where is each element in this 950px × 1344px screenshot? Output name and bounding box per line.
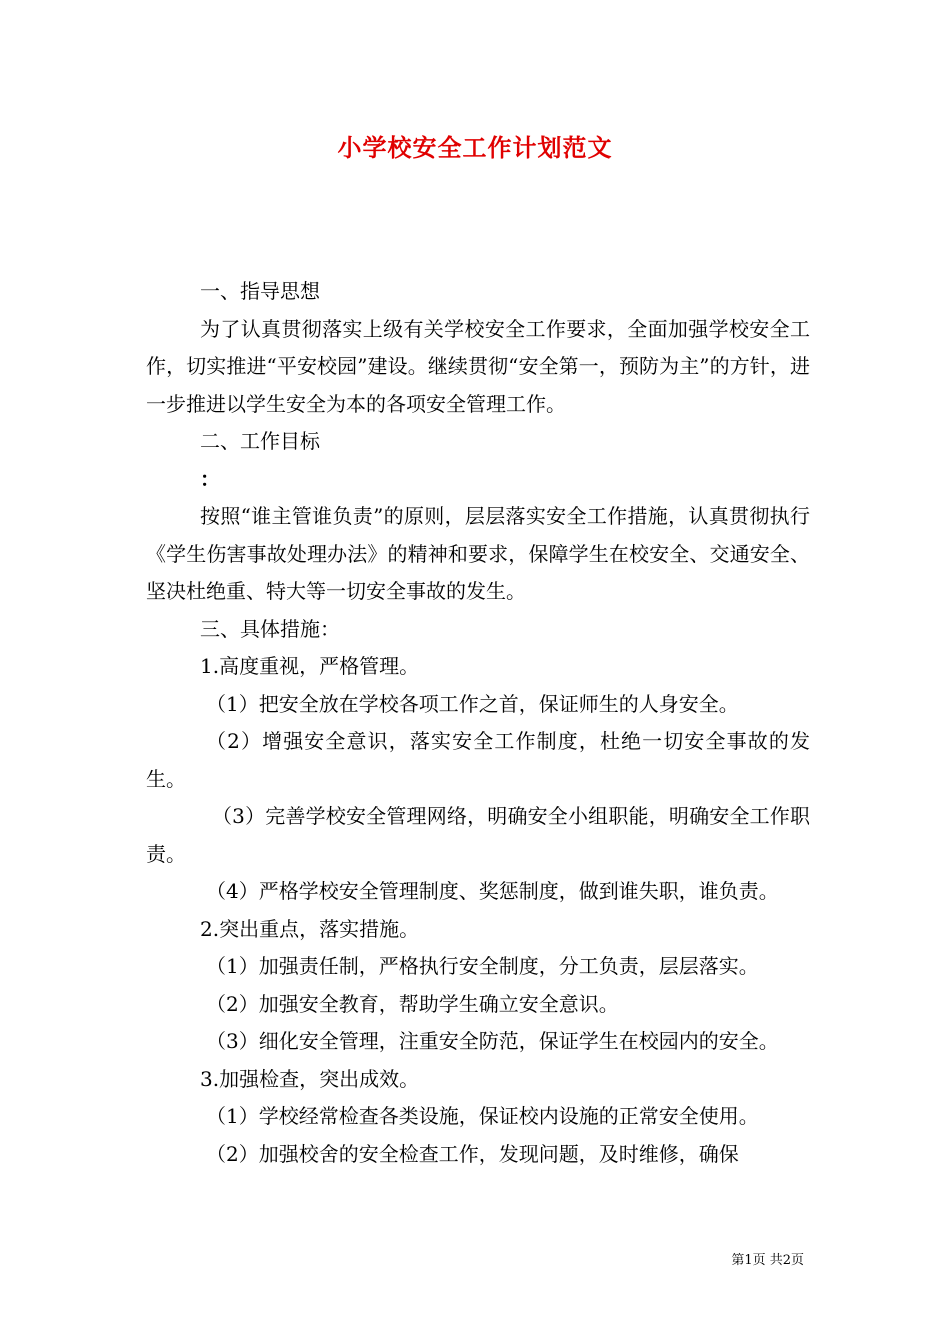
item-2-2: （2）加强安全教育，帮助学生确立安全意识。: [206, 991, 619, 1016]
item-1-heading: 1.高度重视，严格管理。: [200, 654, 420, 678]
colon-line: ：: [200, 466, 220, 491]
document-title: 小学校安全工作计划范文: [337, 133, 613, 162]
page-number-footer: 第1页 共2页: [731, 1253, 804, 1268]
item-2-heading: 2.突出重点，落实措施。: [200, 916, 420, 941]
paragraph-guiding-ideology: 为了认真贯彻落实上级有关学校安全工作要求，全面加强学校安全工作，切实推进“平安校园”建设。继续贯彻“安全第一，预防为主”的方针，进一步推进以学生安全为本的各项安全管理工作。: [146, 316, 810, 416]
item-2-3: （3）细化安全管理，注重安全防范，保证学生在校园内的安全。: [206, 1029, 779, 1053]
heading-specific-measures: 三、具体措施：: [200, 616, 340, 641]
heading-guiding-ideology: 一、指导思想: [200, 279, 320, 303]
item-1-1: （1）把安全放在学校各项工作之首，保证师生的人身安全。: [206, 691, 739, 716]
heading-work-goals: 二、工作目标: [200, 429, 320, 453]
item-2-1: （1）加强责任制，严格执行安全制度，分工负责，层层落实。: [206, 954, 759, 978]
paragraph-work-goals: 按照“谁主管谁负责”的原则，层层落实安全工作措施，认真贯彻执行《学生伤害事故处理办法》的精神和要求，保障学生在校安全、交通安全、坚决杜绝重、特大等一切安全事故的发生。: [146, 504, 810, 603]
item-1-2: （2）增强安全意识，落实安全工作制度，杜绝一切安全事故的发生。: [146, 729, 810, 791]
document-body: [146, 273, 810, 1173]
item-1-4: （4）严格学校安全管理制度、奖惩制度，做到谁失职，谁负责。: [206, 879, 779, 903]
item-1-3: （3）完善学校安全管理网络，明确安全小组职能，明确安全工作职责。: [146, 804, 810, 866]
item-3-heading: 3.加强检查，突出成效。: [200, 1066, 420, 1091]
item-3-1: （1）学校经常检查各类设施，保证校内设施的正常安全使用。: [206, 1104, 759, 1128]
item-3-2: （2）加强校舍的安全检查工作，发现问题，及时维修，确保: [206, 1141, 739, 1166]
